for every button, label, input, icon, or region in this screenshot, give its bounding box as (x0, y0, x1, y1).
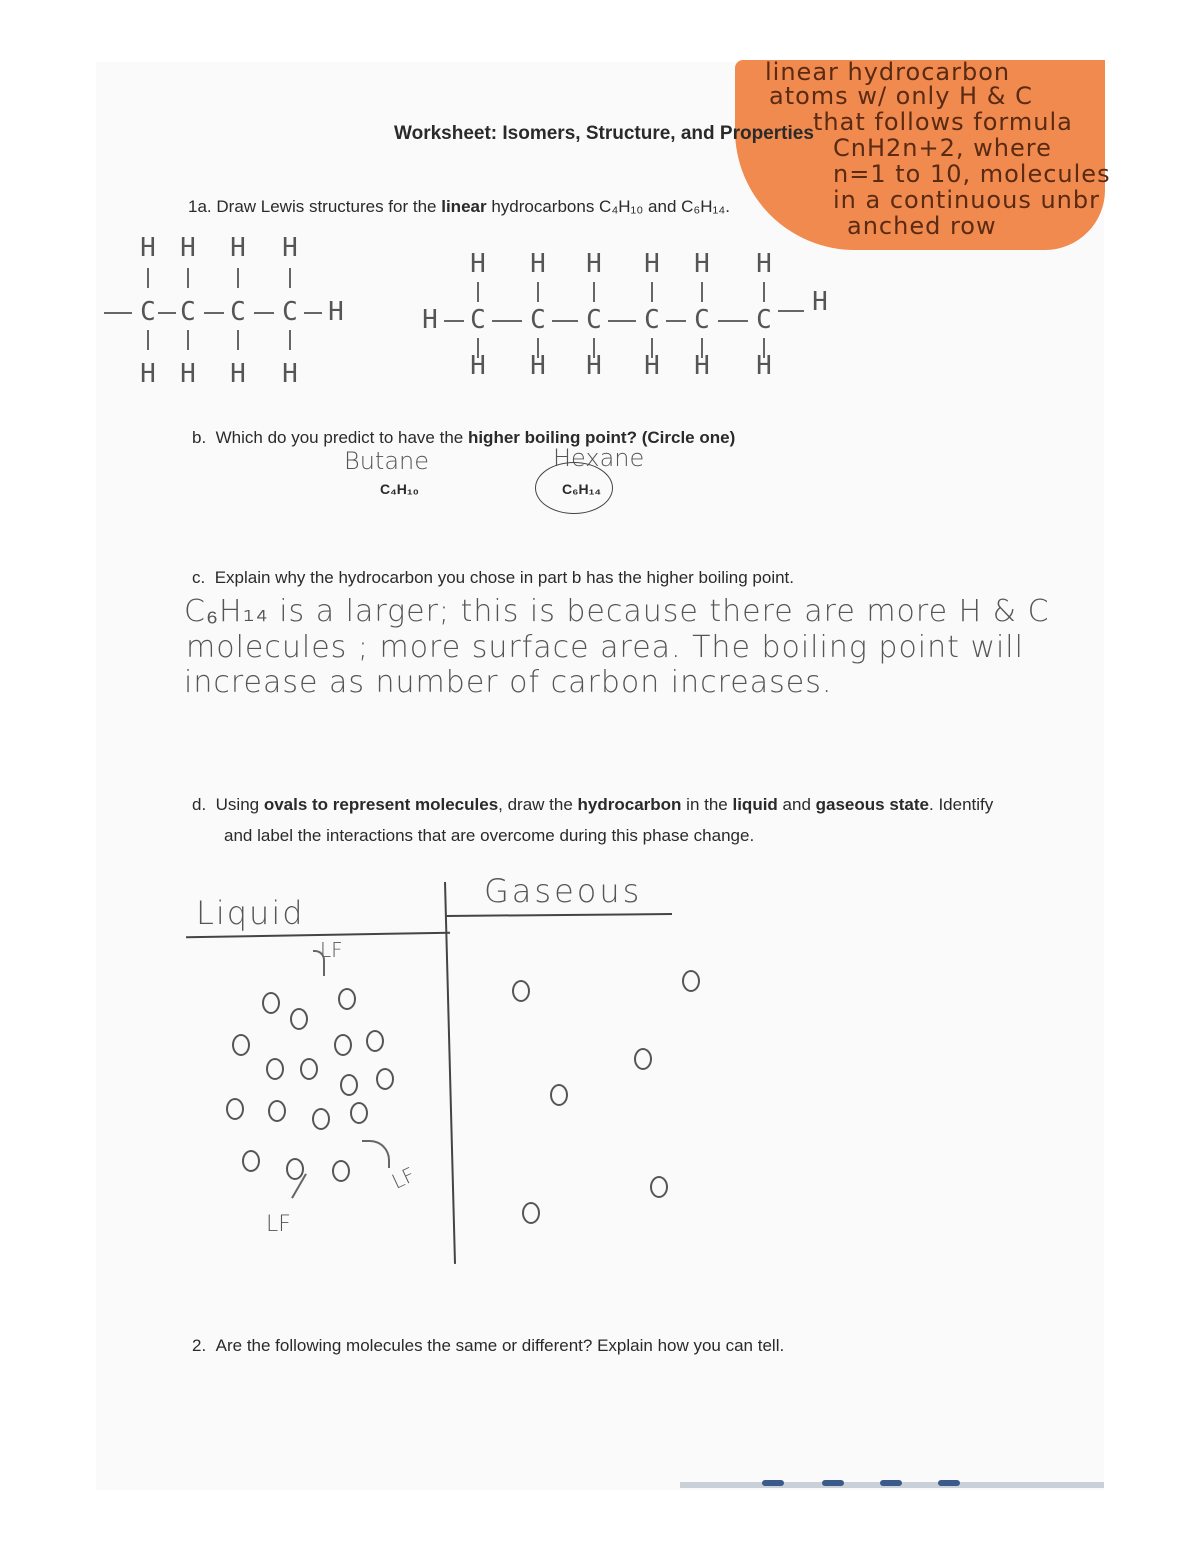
question-text: in the (681, 795, 733, 814)
lewis-atom: C (586, 305, 602, 335)
page-edge-mark (822, 1480, 844, 1486)
lewis-atom: H (470, 351, 486, 381)
question-text: Draw Lewis structures for the (216, 197, 442, 216)
lewis-atom: C (530, 305, 546, 335)
lewis-atom: H (422, 305, 438, 335)
lewis-atom: H (694, 249, 710, 279)
question-text: hydrocarbons C₄H₁₀ and C₆H₁₄. (486, 197, 730, 216)
molecule-oval (300, 1058, 318, 1080)
lewis-bond (254, 312, 274, 314)
lewis-atom: H (530, 249, 546, 279)
lewis-bond (289, 268, 291, 288)
lewis-bond (158, 312, 176, 314)
lewis-bond (204, 312, 224, 314)
molecule-oval (350, 1102, 368, 1124)
lewis-atom: H (180, 359, 196, 389)
question-text: and (777, 795, 816, 814)
lewis-bond (289, 330, 291, 350)
lf-label: LF (320, 938, 343, 962)
lewis-atom: H (180, 233, 196, 263)
question-number: d. (192, 795, 207, 814)
sticky-line: in a continuous unbr (833, 186, 1100, 214)
question-number: c. (192, 568, 206, 587)
lewis-atom: H (756, 249, 772, 279)
molecule-oval (286, 1158, 304, 1180)
lewis-atom: H (812, 287, 828, 317)
molecule-oval (340, 1074, 358, 1096)
question-1b (192, 428, 735, 448)
question-text: Using (215, 795, 264, 814)
lewis-bond (593, 282, 595, 302)
molecule-oval (634, 1048, 652, 1070)
molecule-oval (366, 1030, 384, 1052)
lewis-bond (147, 330, 149, 350)
lewis-atom: C (282, 297, 298, 327)
liquid-label: Liquid (196, 894, 305, 932)
lewis-atom: H (586, 351, 602, 381)
molecule-oval (312, 1108, 330, 1130)
molecule-oval (522, 1202, 540, 1224)
question-bold: liquid (732, 795, 778, 814)
lewis-bond (537, 282, 539, 302)
lewis-atom: H (230, 359, 246, 389)
question-bold: linear (441, 197, 487, 216)
lewis-atom: C (140, 297, 156, 327)
lewis-bond (304, 312, 322, 314)
sticky-line: that follows formula (813, 108, 1073, 136)
lewis-bond (237, 330, 239, 350)
lf-label: LF (387, 1162, 419, 1194)
lewis-atom: H (530, 351, 546, 381)
lewis-bond (492, 320, 522, 322)
lewis-atom: H (644, 249, 660, 279)
question-2 (192, 1336, 784, 1356)
lewis-bond (608, 320, 636, 322)
lewis-bond (651, 282, 653, 302)
lewis-atom: H (586, 249, 602, 279)
molecule-oval (262, 992, 280, 1014)
sticky-note (735, 58, 1111, 250)
molecule-oval (268, 1100, 286, 1122)
option-butane-formula: C₄H₁₀ (380, 481, 419, 497)
molecule-oval (650, 1176, 668, 1198)
lewis-atom: C (470, 305, 486, 335)
question-text: Which do you predict to have the (215, 428, 468, 447)
question-bold: higher boiling point? (467, 428, 637, 447)
lewis-bond (666, 320, 686, 322)
lewis-atom: C (230, 297, 246, 327)
question-text: . Identify (929, 795, 994, 814)
lewis-bond (444, 320, 464, 322)
question-1d-line2: and label the interactions that are overcome during this phase change. (224, 826, 755, 845)
question-number: b. (192, 428, 207, 447)
question-bold: hydrocarbon (577, 795, 682, 814)
sticky-line: atoms w/ only H & C (769, 82, 1033, 110)
lewis-bond (778, 310, 804, 312)
lewis-bond (187, 268, 189, 288)
answer-line: C₆H₁₄ is a larger; this is because there are more H & C (184, 594, 1050, 629)
option-hexane-formula: C₆H₁₄ (562, 481, 602, 497)
molecule-oval (512, 980, 530, 1002)
question-1d (192, 795, 993, 815)
molecule-oval (550, 1084, 568, 1106)
lf-label: LF (266, 1212, 291, 1237)
lewis-atom: C (756, 305, 772, 335)
sticky-line: n=1 to 10, molecules (833, 160, 1111, 188)
question-number: 1a. (188, 197, 212, 216)
page-title: Worksheet: Isomers, Structure, and Properties (394, 123, 814, 144)
lewis-bond (718, 320, 748, 322)
lf-pointer (313, 950, 325, 976)
lewis-atom: H (470, 249, 486, 279)
lewis-atom: H (282, 359, 298, 389)
molecule-oval (290, 1008, 308, 1030)
lewis-atom: C (180, 297, 196, 327)
answer-line: molecules ; more surface area. The boiling point will (186, 630, 1024, 665)
lewis-atom: H (694, 351, 710, 381)
page-edge-mark (762, 1480, 784, 1486)
page-edge-mark (938, 1480, 960, 1486)
question-text: , draw the (498, 795, 578, 814)
lewis-atom: H (756, 351, 772, 381)
lewis-atom: H (644, 351, 660, 381)
question-number: 2. (192, 1336, 207, 1355)
molecule-oval (376, 1068, 394, 1090)
question-bold: gaseous state (815, 795, 930, 814)
lewis-atom: H (140, 359, 156, 389)
question-text: Explain why the hydrocarbon you chose in part b has the higher boiling point. (214, 568, 794, 587)
sticky-line: linear hydrocarbon (765, 58, 1011, 86)
lewis-atom: C (694, 305, 710, 335)
molecule-oval (266, 1058, 284, 1080)
lewis-bond (552, 320, 578, 322)
lewis-atom: C (644, 305, 660, 335)
molecule-oval (682, 970, 700, 992)
molecule-oval (226, 1098, 244, 1120)
lewis-atom: H (230, 233, 246, 263)
handwritten-butane: Butane (344, 447, 430, 475)
question-1c (192, 568, 794, 588)
molecule-oval (232, 1034, 250, 1056)
question-1a (188, 197, 730, 217)
lewis-atom: H (140, 233, 156, 263)
lewis-bond (147, 268, 149, 288)
answer-line: increase as number of carbon increases. (184, 665, 833, 700)
lewis-atom: H (282, 233, 298, 263)
page-edge-mark (880, 1480, 902, 1486)
lewis-bond (237, 268, 239, 288)
lewis-bond (763, 282, 765, 302)
sticky-line: anched row (847, 212, 997, 240)
question-text: (Circle one) (636, 428, 736, 447)
gaseous-label: Gaseous (484, 872, 643, 910)
molecule-oval (332, 1160, 350, 1182)
lewis-bond (104, 312, 132, 314)
molecule-oval (242, 1150, 260, 1172)
question-text: Are the following molecules the same or different? Explain how you can tell. (215, 1336, 785, 1355)
lewis-bond (477, 282, 479, 302)
molecule-oval (338, 988, 356, 1010)
question-bold: ovals to represent molecules (263, 795, 499, 814)
lewis-bond (701, 282, 703, 302)
sticky-line: CnH2n+2, where (833, 134, 1052, 162)
lewis-atom: H (328, 297, 344, 327)
molecule-oval (334, 1034, 352, 1056)
handwritten-hexane: Hexane (553, 444, 645, 472)
lewis-bond (187, 330, 189, 350)
